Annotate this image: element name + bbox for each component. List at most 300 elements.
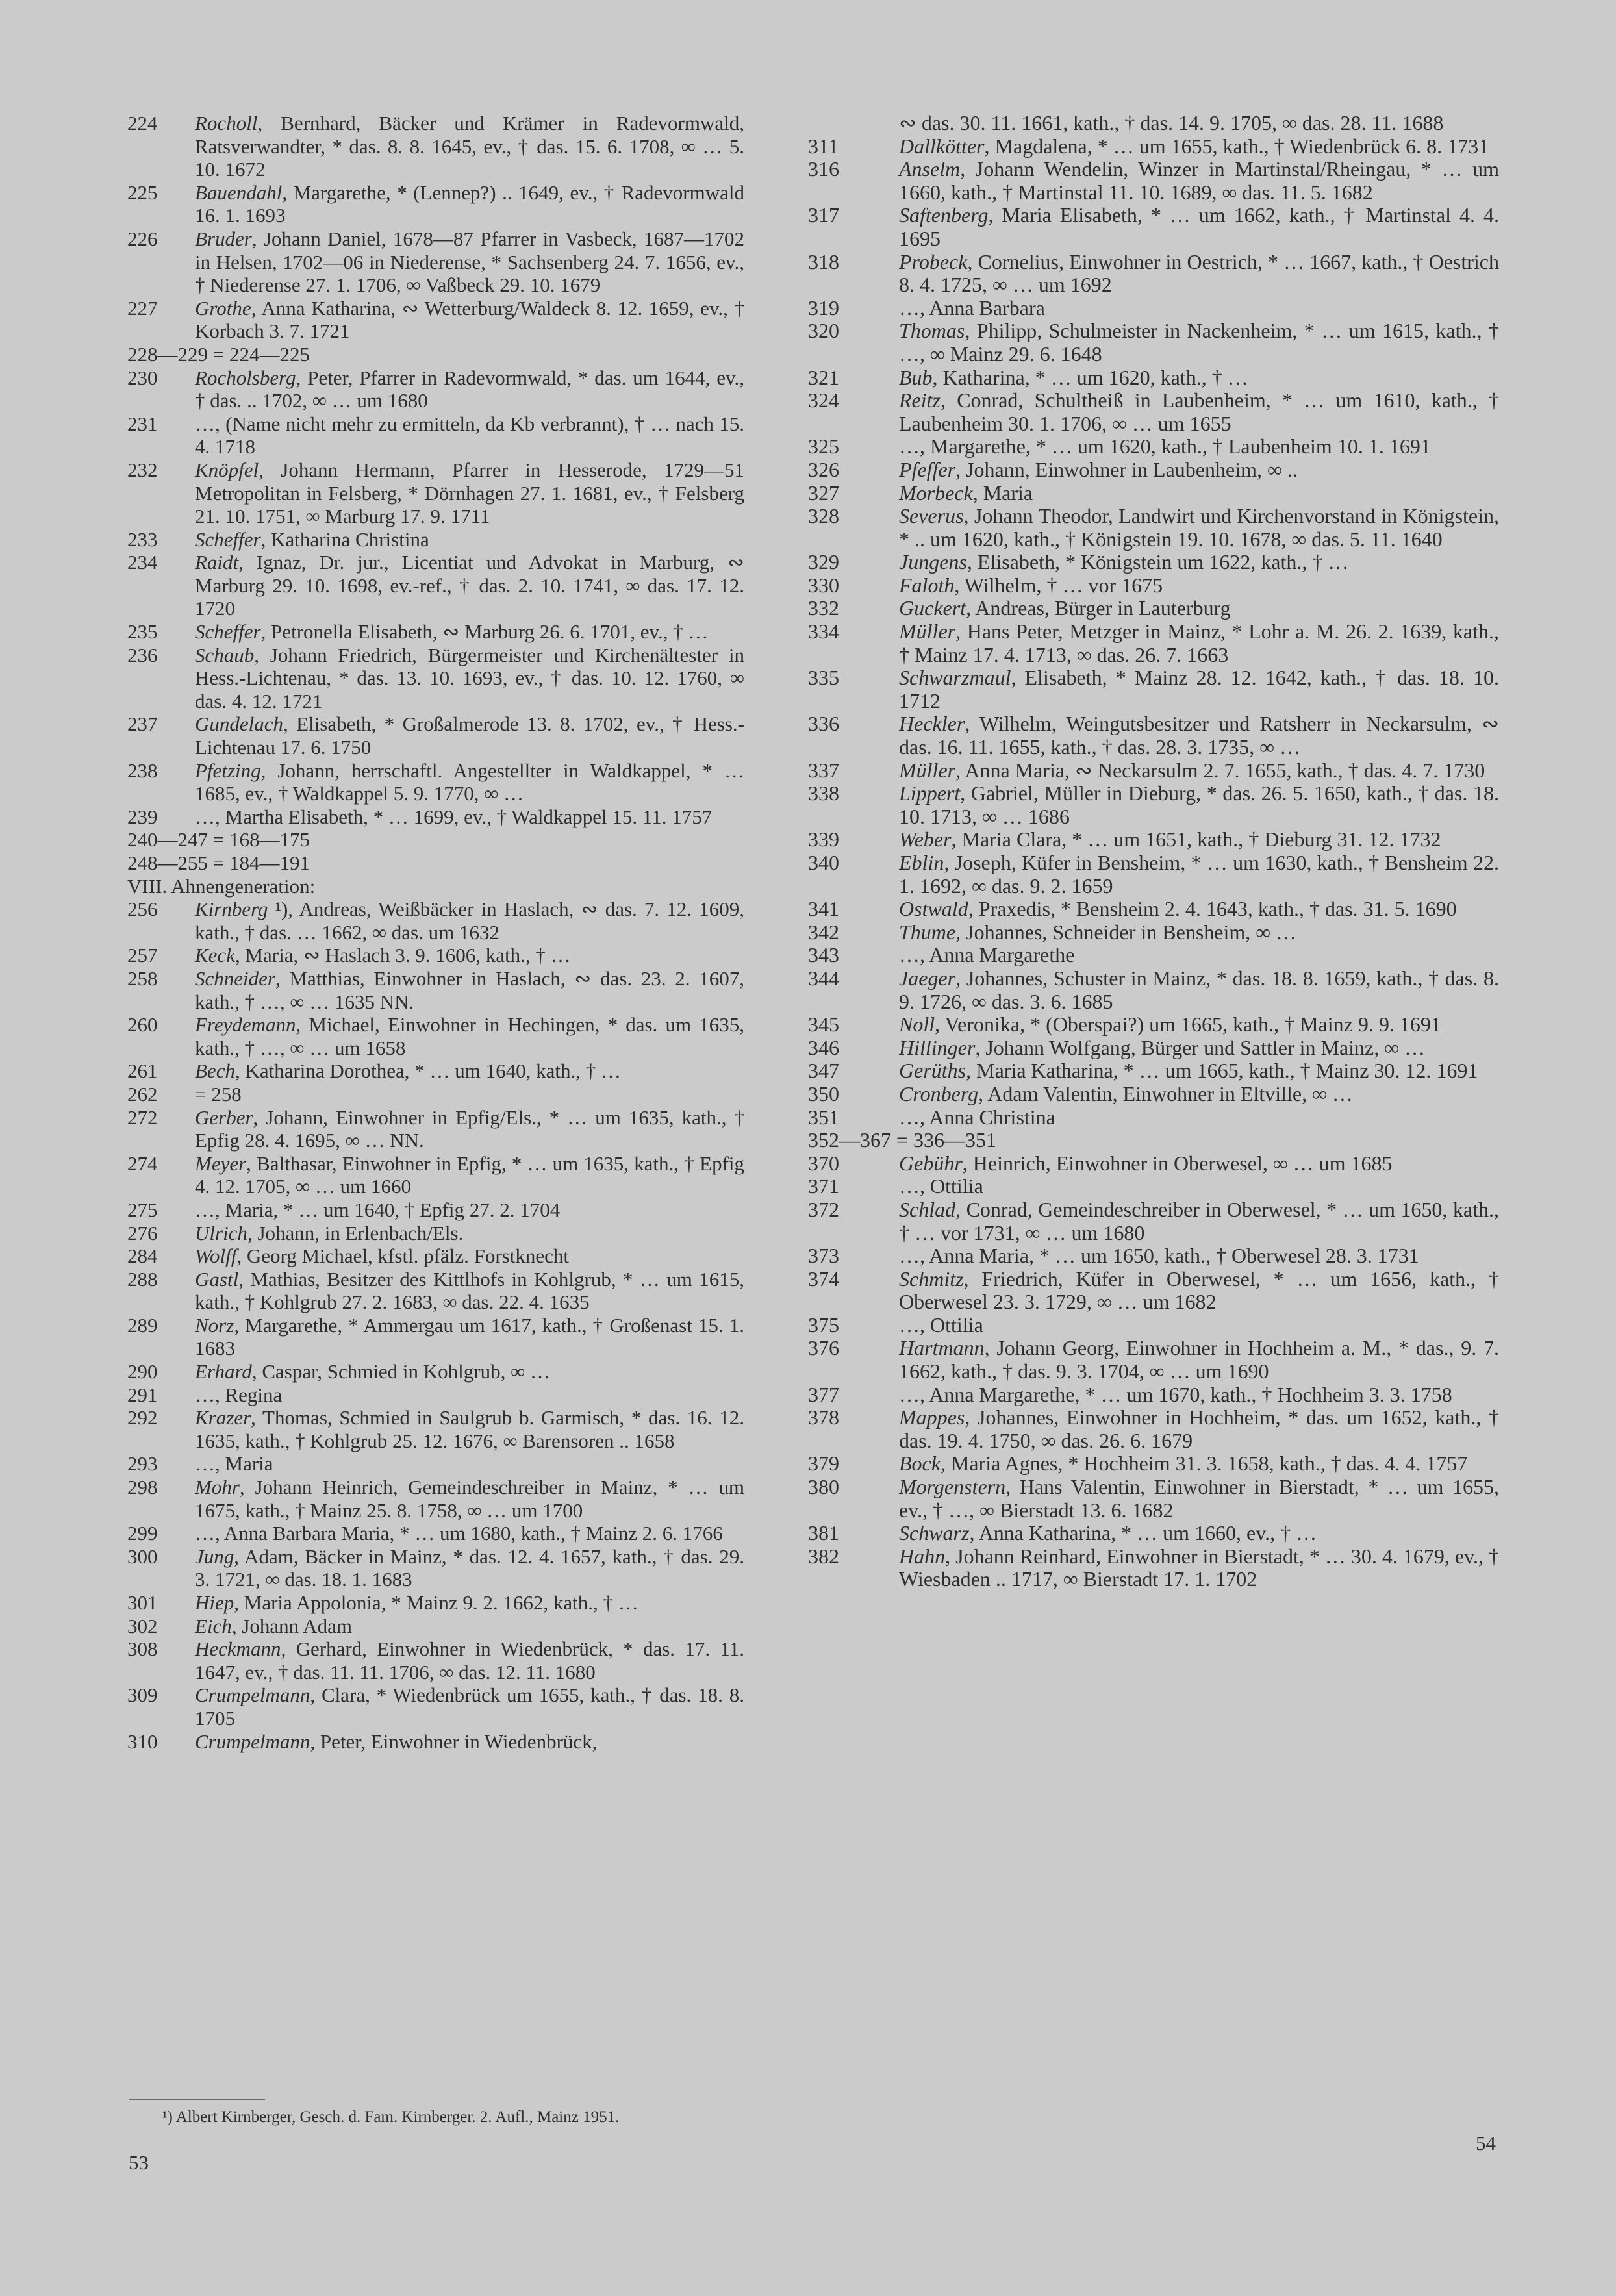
entry-body: [195, 1383, 744, 1407]
entry-details: , Balthasar, Einwohner in Epfig, * … um 1635, kath., † Epfig 4. 12. 1705, ∞ … um 1660: [195, 1152, 744, 1198]
surname: Schaub: [195, 643, 255, 666]
surname: Bub: [899, 365, 933, 389]
genealogy-entry: [127, 366, 744, 412]
surname: Mappes: [899, 1406, 965, 1430]
entry-number: 371: [808, 1174, 839, 1198]
entry-number: 262: [127, 1082, 158, 1105]
entry-details: …, Regina: [195, 1383, 283, 1406]
entry-body: [899, 366, 1499, 390]
entry-number: 298: [127, 1476, 158, 1499]
genealogy-entry: [808, 597, 1499, 620]
genealogy-entry: [808, 482, 1499, 505]
entry-body: [899, 1383, 1499, 1407]
entry-details: , Johann Heinrich, Gemeindeschreiber in Mainz, * … um 1675, kath., † Mainz 25. 8. 1758, ∞ … um 1700: [195, 1476, 744, 1522]
entry-body: [195, 1152, 744, 1198]
footnote: ¹) Albert Kirnberger, Gesch. d. Fam. Kirnberger. 2. Aufl., Mainz 1951.: [162, 2108, 620, 2126]
entry-details: …, Margarethe, * … um 1620, kath., † Laubenheim 10. 1. 1691: [899, 435, 1431, 459]
entry-number: 335: [808, 666, 839, 690]
entry-number: 260: [127, 1013, 158, 1037]
entry-number: 321: [808, 365, 839, 389]
surname: Pfeffer: [899, 457, 956, 481]
entry-details: , Johann Adam: [231, 1614, 352, 1637]
entry-number: 372: [808, 1197, 839, 1221]
surname: Bauendahl: [195, 181, 283, 204]
surname: Crumpelmann: [195, 1730, 310, 1753]
entry-number: 330: [808, 573, 839, 597]
entry-number: 328: [808, 504, 839, 528]
entry-details: , Johann Daniel, 1678—87 Pfarrer in Vasbeck, 1687—1702 in Helsen, 1702—06 in Niederense, * Sachsenberg 24. 7. 1656, ev., † Niederense 27. 1. 1706, ∞ Vaßbeck 29. 10. 1679: [195, 227, 744, 297]
genealogy-entry: [808, 898, 1499, 921]
entry-body: [195, 459, 744, 528]
surname: Thomas: [899, 319, 965, 343]
surname: Müller: [899, 758, 956, 782]
entry-number: 344: [808, 966, 839, 990]
genealogy-entry: [127, 1637, 744, 1684]
surname: Cronberg: [899, 1081, 979, 1105]
entry-number: 256: [127, 898, 158, 921]
genealogy-entry: [808, 620, 1499, 666]
genealogy-entry: [808, 944, 1499, 967]
entry-number: 318: [808, 249, 839, 273]
genealogy-entry: [127, 112, 744, 181]
entry-number: 324: [808, 388, 839, 412]
entry-body: [195, 1637, 744, 1684]
genealogy-entry: [808, 1059, 1499, 1083]
surname: Norz: [195, 1313, 234, 1337]
surname: Severus: [899, 504, 964, 528]
entry-number: 375: [808, 1313, 839, 1337]
entry-number: 379: [808, 1452, 839, 1476]
genealogy-entry: [808, 1406, 1499, 1452]
entry-details: , Conrad, Gemeindeschreiber in Oberwesel, * … um 1650, kath., † … vor 1731, ∞ … um 1680: [899, 1197, 1499, 1244]
genealogy-entry: [127, 551, 744, 620]
surname: Hiep: [195, 1591, 234, 1614]
entry-number: 339: [808, 827, 839, 852]
genealogy-entry: [808, 505, 1499, 551]
genealogy-entry: [127, 1406, 744, 1452]
genealogy-entry: [808, 852, 1499, 898]
entry-details: , Adam, Bäcker in Mainz, * das. 12. 4. 1657, kath., † das. 29. 3. 1721, ∞ das. 18. 1. 1683: [195, 1545, 744, 1591]
entry-number: 377: [808, 1382, 839, 1406]
genealogy-entry: [127, 1314, 744, 1360]
entry-details: , Johann, Einwohner in Laubenheim, ∞ ..: [955, 457, 1298, 481]
surname: Grothe: [195, 296, 251, 320]
entry-body: [899, 1037, 1499, 1060]
entry-body: [899, 1545, 1499, 1591]
entry-body: [899, 713, 1499, 759]
cross-reference-line: 352—367 = 336—351: [808, 1128, 997, 1152]
surname: Morbeck: [899, 481, 973, 505]
entry-number: 336: [808, 712, 839, 736]
surname: Crumpelmann: [195, 1684, 310, 1707]
entry-number: 226: [127, 227, 158, 250]
genealogy-entry: [127, 1545, 744, 1591]
left-column: [127, 112, 744, 1753]
entry-body: [195, 366, 744, 412]
entry-details: , Wilhelm, Weingutsbesitzer und Ratsherr in Neckarsulm, ∾ das. 16. 11. 1655, kath., † das. 28. 3. 1735, ∞ …: [899, 712, 1499, 759]
genealogy-entry: [808, 1013, 1499, 1037]
entry-body: [899, 1244, 1499, 1268]
entry-body: [899, 828, 1499, 852]
surname: Bock: [899, 1452, 941, 1476]
genealogy-entry: [127, 1059, 744, 1083]
surname: Bech: [195, 1059, 235, 1083]
surname: Lippert: [899, 781, 961, 805]
genealogy-entry: [808, 759, 1499, 783]
entry-body: [195, 412, 744, 459]
genealogy-entry: [127, 1244, 744, 1268]
entry-details: , Johann Friedrich, Bürgermeister und Kirchenältester in Hess.-Lichtenau, * das. 13. 10. 1693, ev., † das. 10. 12. 1760, ∞ das. 4. 12. 1721: [195, 643, 744, 713]
entry-number: 340: [808, 851, 839, 874]
genealogy-entry: [808, 1106, 1499, 1129]
entry-details: …, Anna Christina: [899, 1105, 1055, 1129]
entry-details: , Katharina, * … um 1620, kath., † …: [932, 365, 1248, 389]
surname: Ulrich: [195, 1221, 247, 1244]
genealogy-entry: [808, 1175, 1499, 1198]
entry-details: , Anna Katharina, * … um 1660, ev., † …: [969, 1521, 1317, 1545]
entry-body: [899, 251, 1499, 297]
surname: Freydemann: [195, 1013, 296, 1037]
genealogy-entry: [808, 204, 1499, 250]
entry-number: 234: [127, 551, 158, 574]
surname: Meyer: [195, 1152, 247, 1175]
entry-body: [899, 1013, 1499, 1037]
entry-number: 236: [127, 643, 158, 666]
entry-details: …, Maria: [195, 1452, 273, 1476]
entry-number: 373: [808, 1244, 839, 1268]
surname: Erhard: [195, 1360, 252, 1383]
genealogy-entry: [808, 1314, 1499, 1337]
entry-number: 224: [127, 112, 158, 134]
entry-number: 284: [127, 1244, 158, 1268]
entry-body: [899, 1106, 1499, 1129]
surname: Dallkötter: [899, 134, 985, 158]
surname: Jungens: [899, 550, 967, 574]
surname: Guckert: [899, 596, 966, 620]
entry-body: [899, 551, 1499, 574]
entry-number: 292: [127, 1406, 158, 1430]
entry-number: 237: [127, 713, 158, 736]
entry-body: [899, 620, 1499, 666]
footnote-divider: [129, 2099, 265, 2100]
entry-body: [195, 528, 744, 551]
surname: Heckler: [899, 712, 965, 736]
genealogy-entry: [127, 620, 744, 644]
entry-body: [899, 1522, 1499, 1545]
genealogy-entry: [127, 1222, 744, 1245]
entry-number: 299: [127, 1522, 158, 1545]
entry-number: 274: [127, 1152, 158, 1175]
surname: Mohr: [195, 1476, 240, 1499]
entry-number: 289: [127, 1313, 158, 1337]
entry-number: 291: [127, 1383, 158, 1406]
entry-details: , Heinrich, Einwohner in Oberwesel, ∞ … um 1685: [962, 1151, 1393, 1175]
surname: Knöpfel: [195, 458, 259, 481]
entry-details: …, Ottilia: [899, 1174, 983, 1198]
genealogy-entry: [808, 1037, 1499, 1060]
entry-details: , Thomas, Schmied in Saulgrub b. Garmisch, * das. 16. 12. 1635, kath., † Kohlgrub 25. 12. 1676, ∞ Barensoren .. 1658: [195, 1406, 744, 1452]
entry-body: [899, 666, 1499, 713]
entry-body: [195, 1684, 744, 1730]
genealogy-entry: [127, 1083, 744, 1106]
cross-reference-line: 240—247 = 168—175: [127, 828, 310, 852]
genealogy-entry: [127, 805, 744, 829]
entry-body: [899, 158, 1499, 204]
entry-details: , Maria, ∾ Haslach 3. 9. 1606, kath., † …: [234, 944, 571, 967]
entry-number: 342: [808, 920, 839, 944]
entry-body: [195, 1730, 744, 1754]
entry-body: [195, 620, 744, 644]
surname: Schwarzmaul: [899, 666, 1011, 690]
surname: Weber: [899, 827, 952, 852]
genealogy-entry: [127, 1684, 744, 1730]
genealogy-entry: [127, 1452, 744, 1476]
entry-details: , Katharina Dorothea, * … um 1640, kath., † …: [234, 1059, 622, 1083]
entry-number: 325: [808, 435, 839, 459]
genealogy-entry: [808, 320, 1499, 366]
entry-body: [899, 944, 1499, 967]
genealogy-entry: [808, 1268, 1499, 1314]
page-number-right: 54: [1476, 2132, 1496, 2154]
surname: Kirnberg: [195, 898, 268, 921]
entry-number: 338: [808, 781, 839, 805]
entry-body: [195, 1545, 744, 1591]
entry-details: , Friedrich, Küfer in Oberwesel, * … um 1656, kath., † Oberwesel 23. 3. 1729, ∞ … um 1682: [899, 1267, 1499, 1314]
genealogy-entry: [808, 713, 1499, 759]
entry-body: [899, 1152, 1499, 1176]
entry-details: , Maria Agnes, * Hochheim 31. 3. 1658, kath., † das. 4. 4. 1757: [940, 1452, 1468, 1476]
entry-details: , Johann, in Erlenbach/Els.: [247, 1221, 464, 1244]
entry-body: [195, 1083, 744, 1106]
surname: Müller: [899, 620, 956, 644]
entry-details: , Johannes, Schuster in Mainz, * das. 18. 8. 1659, kath., † das. 8. 9. 1726, ∞ das. 3. 6. 1685: [899, 966, 1499, 1013]
surname: Pfetzing: [195, 759, 261, 782]
entry-number: 238: [127, 759, 158, 782]
cross-reference-line: 248—255 = 184—191: [127, 852, 310, 874]
genealogy-entry: [127, 759, 744, 805]
entry-body: [899, 759, 1499, 783]
entry-body: [899, 459, 1499, 482]
surname: Eblin: [899, 851, 944, 874]
entry-body: [899, 135, 1499, 158]
entry-details: , Cornelius, Einwohner in Oestrich, * … 1667, kath., † Oestrich 8. 4. 1725, ∞ … um 1692: [899, 249, 1499, 297]
entry-details: , Johann Hermann, Pfarrer in Hesserode, 1729—51 Metropolitan in Felsberg, * Dörnhagen 27. 1. 1681, ev., † Felsberg 21. 10. 1751, ∞ Marburg 17. 9. 1711: [195, 458, 744, 528]
entry-details: , Michael, Einwohner in Hechingen, * das. um 1635, kath., † …, ∞ … um 1658: [195, 1013, 744, 1059]
right-column: [808, 112, 1499, 1591]
genealogy-entry: [127, 181, 744, 227]
genealogy-entry: [808, 1152, 1499, 1176]
surname: Schwarz: [899, 1521, 970, 1545]
surname: Rocholl: [195, 112, 258, 134]
entry-number: 370: [808, 1151, 839, 1175]
surname: Noll: [899, 1013, 935, 1037]
entry-details: , Georg Michael, kfstl. pfälz. Forstknecht: [236, 1244, 569, 1268]
entry-number: 382: [808, 1544, 839, 1568]
entry-body: [899, 1337, 1499, 1383]
entry-number: 346: [808, 1035, 839, 1059]
entry-body: [195, 181, 744, 227]
surname: Keck: [195, 944, 235, 967]
surname: Rocholsberg: [195, 366, 296, 389]
surname: Scheffer: [195, 620, 261, 644]
genealogy-entry: [808, 1545, 1499, 1591]
surname: Krazer: [195, 1406, 251, 1430]
entry-details: , Hans Valentin, Einwohner in Bierstadt, * … um 1655, ev., † …, ∞ Bierstadt 13. 6. 1682: [899, 1475, 1499, 1522]
entry-details: , Wilhelm, † … vor 1675: [954, 573, 1163, 597]
surname: Gastl: [195, 1267, 239, 1291]
entry-number: 326: [808, 457, 839, 481]
entry-body: [195, 805, 744, 829]
entry-number: 320: [808, 319, 839, 343]
surname: Gundelach: [195, 713, 284, 736]
entry-body: [195, 1106, 744, 1152]
entry-details: , Magdalena, * … um 1655, kath., † Wiedenbrück 6. 8. 1731: [984, 134, 1489, 158]
entry-number: 300: [127, 1545, 158, 1568]
entry-body: [899, 852, 1499, 898]
genealogy-entry: [127, 528, 744, 551]
entry-body: [899, 967, 1499, 1013]
entry-body: [195, 551, 744, 620]
entry-body: [195, 1222, 744, 1245]
entry-body: [195, 1452, 744, 1476]
surname: Gerber: [195, 1105, 253, 1129]
entry-body: [899, 389, 1499, 435]
entry-body: [195, 644, 744, 713]
entry-body: [195, 1059, 744, 1083]
entry-body: [195, 1615, 744, 1638]
entry-body: [195, 227, 744, 297]
entry-details: …, Ottilia: [899, 1313, 983, 1337]
entry-number: 350: [808, 1081, 839, 1105]
genealogy-entry: [808, 1198, 1499, 1244]
entry-body: [899, 597, 1499, 620]
genealogy-entry: [127, 898, 744, 944]
entry-number: 329: [808, 550, 839, 574]
genealogy-entry: [127, 1591, 744, 1615]
entry-body: [899, 297, 1499, 320]
genealogy-entry: [127, 297, 744, 343]
entry-details: , Peter, Pfarrer in Radevormwald, * das. um 1644, ev., † das. .. 1702, ∞ … um 1680: [195, 366, 744, 412]
entry-details: , Johann Wendelin, Winzer in Martinstal/Rheingau, * … um 1660, kath., † Martinstal 11. 10. 1689, ∞ das. 11. 5. 1682: [899, 157, 1499, 204]
genealogy-entry: [127, 459, 744, 528]
genealogy-entry: [808, 921, 1499, 944]
surname: Gerüths: [899, 1059, 966, 1083]
entry-details: , Clara, * Wiedenbrück um 1655, kath., † das. 18. 8. 1705: [195, 1684, 744, 1730]
entry-details: , Maria Elisabeth, * … um 1662, kath., † Martinstal 4. 4. 1695: [899, 203, 1499, 250]
entry-body: [195, 759, 744, 805]
entry-number: 258: [127, 966, 158, 990]
genealogy-entry: [808, 574, 1499, 598]
entry-body: [899, 1083, 1499, 1106]
surname: Wolff: [195, 1244, 237, 1268]
entry-details: , Elisabeth, * Königstein um 1622, kath., † …: [966, 550, 1349, 574]
entry-details: , Gerhard, Einwohner in Wiedenbrück, * das. 17. 11. 1647, ev., † das. 11. 11. 1706, ∞ das. 12. 11. 1680: [195, 1637, 744, 1684]
entry-body: [899, 1406, 1499, 1452]
surname: Schneider: [195, 966, 275, 990]
entry-body: [195, 1476, 744, 1522]
entry-body: [899, 1314, 1499, 1337]
entry-body: [899, 1175, 1499, 1198]
entry-details: , Maria Clara, * … um 1651, kath., † Dieburg 31. 12. 1732: [951, 827, 1441, 852]
entry-number: 351: [808, 1105, 839, 1129]
entry-details: , Caspar, Schmied in Kohlgrub, ∞ …: [251, 1360, 550, 1383]
entry-details: , Joseph, Küfer in Bensheim, * … um 1630, kath., † Bensheim 22. 1. 1692, ∞ das. 9. 2. 1659: [899, 851, 1499, 898]
entry-details: …, Anna Maria, * … um 1650, kath., † Oberwesel 28. 3. 1731: [899, 1244, 1419, 1268]
entry-details: , Anna Katharina, ∾ Wetterburg/Waldeck 8. 12. 1659, ev., † Korbach 3. 7. 1721: [195, 296, 744, 343]
genealogy-entry: [127, 1198, 744, 1222]
genealogy-entry: [808, 1383, 1499, 1407]
entry-body: [195, 713, 744, 759]
entry-body: [195, 1244, 744, 1268]
entry-body: [195, 1522, 744, 1545]
surname: Eich: [195, 1614, 232, 1637]
entry-body: [899, 574, 1499, 598]
entry-number: 332: [808, 596, 839, 620]
genealogy-entry: [808, 666, 1499, 713]
entry-details: , Praxedis, * Bensheim 2. 4. 1643, kath., † das. 31. 5. 1690: [968, 897, 1457, 921]
genealogy-entry: [127, 644, 744, 713]
entry-number: 227: [127, 296, 158, 320]
entry-details: , Maria: [972, 481, 1033, 505]
genealogy-entry: [808, 297, 1499, 320]
surname: Ostwald: [899, 897, 968, 921]
entry-number: 378: [808, 1406, 839, 1430]
genealogy-entry: [808, 1337, 1499, 1383]
entry-body: [195, 898, 744, 944]
entry-details: , Johann Georg, Einwohner in Hochheim a. M., * das., 9. 7. 1662, kath., † das. 9. 3. 1704, ∞ … um 1690: [899, 1336, 1499, 1383]
genealogy-entry: [808, 782, 1499, 828]
entry-body: [195, 1268, 744, 1314]
genealogy-entry: [808, 1452, 1499, 1476]
surname: Scheffer: [195, 527, 261, 551]
entry-body: [195, 297, 744, 343]
entry-number: 276: [127, 1221, 158, 1244]
entry-details: , Matthias, Einwohner in Haslach, ∾ das. 23. 2. 1607, kath., † …, ∞ … 1635 NN.: [195, 966, 744, 1013]
genealogy-entry: [127, 1615, 744, 1638]
surname: Bruder: [195, 227, 252, 250]
surname: Hartmann: [899, 1336, 985, 1360]
entry-details: , Johann, Einwohner in Epfig/Els., * … um 1635, kath., † Epfig 28. 4. 1695, ∞ … NN.: [195, 1105, 744, 1152]
genealogy-entry: [127, 1106, 744, 1152]
surname: Jaeger: [899, 966, 956, 990]
entry-number: 380: [808, 1475, 839, 1499]
entry-number: 239: [127, 805, 158, 828]
entry-number: 376: [808, 1336, 839, 1360]
surname: Gebühr: [899, 1151, 963, 1175]
genealogy-entry: [127, 1152, 744, 1198]
cross-reference-line: 228—229 = 224—225: [127, 342, 310, 366]
entry-details: ¹), Andreas, Weißbäcker in Haslach, ∾ das. 7. 12. 1609, kath., † das. … 1662, ∞ das. um 1632: [195, 898, 744, 944]
entry-number: 334: [808, 620, 839, 644]
genealogy-entry: [808, 251, 1499, 297]
entry-number: 310: [127, 1730, 158, 1753]
continuation-text: ∾ das. 30. 11. 1661, kath., † das. 14. 9. 1705, ∞ das. 28. 11. 1688: [899, 111, 1444, 134]
entry-number: 293: [127, 1452, 158, 1476]
entry-number: 302: [127, 1614, 158, 1637]
entry-number: 347: [808, 1059, 839, 1083]
entry-number: 341: [808, 897, 839, 921]
entry-body: [899, 435, 1499, 459]
genealogy-entry: [127, 944, 744, 967]
entry-details: , Johann Wolfgang, Bürger und Sattler in Mainz, ∞ …: [975, 1035, 1426, 1059]
entry-body: [195, 1406, 744, 1452]
entry-details: , Margarethe, * Ammergau um 1617, kath., † Großenast 15. 1. 1683: [195, 1313, 744, 1360]
entry-body: [899, 1268, 1499, 1314]
entry-details: , Conrad, Schultheiß in Laubenheim, * … um 1610, kath., † Laubenheim 30. 1. 1706, ∞ … um 1655: [899, 388, 1499, 435]
genealogy-entry: [127, 967, 744, 1013]
entry-body: [195, 967, 744, 1013]
entry-number: 233: [127, 527, 158, 551]
